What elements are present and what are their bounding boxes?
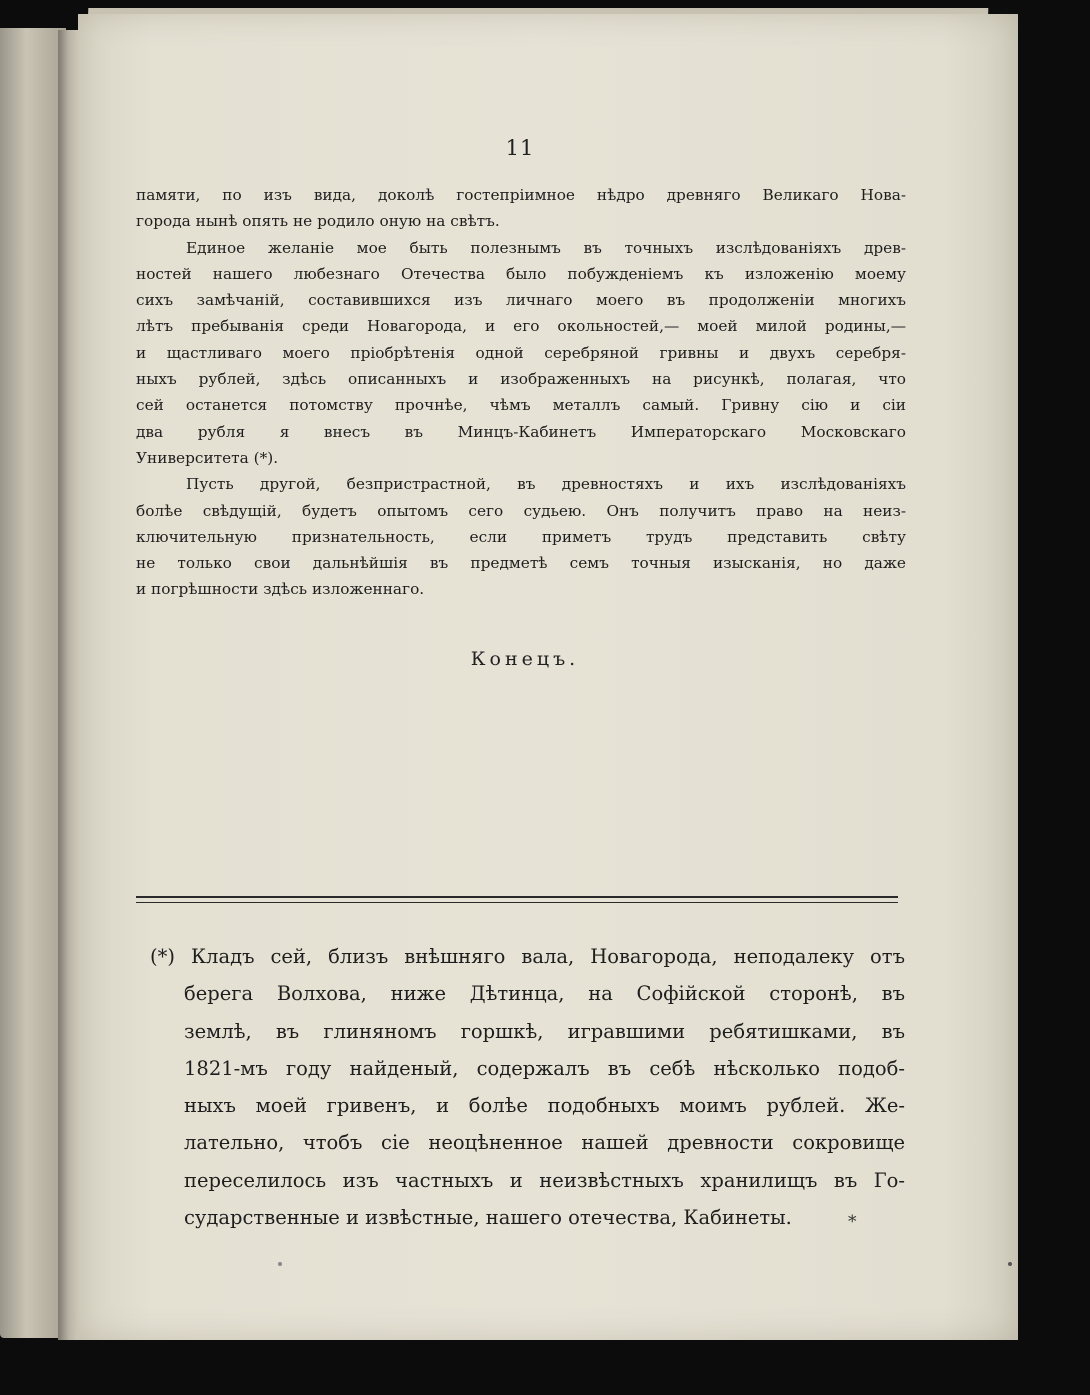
text-line: сихъ замѣчаній, составившихся изъ личнаго моего въ продолженіи многихъ — [136, 291, 906, 310]
footnote-line: переселилось изъ частныхъ и неизвѣстныхъ хранилищъ въ Го- — [184, 1168, 905, 1192]
footnote-line: лательно, чтобъ сіе неоцѣненное нашей древности сокровище — [184, 1131, 905, 1155]
page-number: 11 — [505, 136, 535, 160]
book-gutter — [58, 30, 80, 1340]
footnote-line: 1821-мъ году найденый, содержалъ въ себѣ нѣсколько подоб- — [184, 1056, 905, 1080]
paper-speck — [1008, 1262, 1012, 1266]
footnote-line: берега Волхова, ниже Дѣтинца, на Софійской сторонѣ, въ — [184, 982, 905, 1006]
text-line: сей останется потомству прочнѣе, чѣмъ металлъ самый. Гривну сію и сіи — [136, 396, 906, 415]
text-line: болѣе свѣдущій, будетъ опытомъ сего судьею. Онъ получитъ право на неиз- — [136, 501, 906, 520]
footnote-rule-thin — [136, 902, 898, 903]
text-line: ностей нашего любезнаго Отечества было побужденіемъ къ изложенію моему — [136, 264, 906, 283]
text-line: не только свои дальнѣйшія въ предметѣ семъ точныя изысканія, но даже — [136, 554, 906, 573]
text-line: ныхъ рублей, здѣсь описанныхъ и изображенныхъ на рисункѣ, полагая, что — [136, 370, 906, 389]
text-line: лѣтъ пребыванія среди Новагорода, и его окольностей,— моей милой родины,— — [136, 317, 906, 336]
paper-speck — [278, 1262, 282, 1266]
text-line: два рубля я внесъ въ Минцъ-Кабинетъ Императорскаго Московскаго — [136, 422, 906, 441]
text-line: памяти, по изъ вида, доколѣ гостепріимное нѣдро древняго Великаго Нова- — [136, 186, 906, 204]
footnote-rule — [136, 896, 898, 898]
main-text — [136, 182, 906, 603]
facing-page-edge — [0, 28, 66, 1338]
footnote-line: ныхъ моей гривенъ, и болѣе подобныхъ моимъ рублей. Же- — [184, 1094, 905, 1118]
footnote-line: (*) Кладъ сей, близъ внѣшняго вала, Новагорода, неподалеку отъ — [150, 945, 905, 968]
text-line: и щастливаго моего пріобрѣтенія одной серебряной гривны и двухъ серебря- — [136, 343, 906, 362]
text-line: Университета (*). — [136, 448, 279, 467]
footnote-line: сударственные и извѣстные, нашего отечества, Кабинеты. — [184, 1206, 792, 1230]
footnote — [150, 938, 905, 1236]
text-line: Пусть другой, безпристрастной, въ древностяхъ и ихъ изслѣдованіяхъ — [186, 475, 906, 494]
text-line: и погрѣшности здѣсь изложеннаго. — [136, 580, 425, 599]
text-line: ключительную признательность, если приметъ трудъ представить свѣту — [136, 527, 906, 546]
text-line: города нынѣ опять не родило оную на свѣтъ. — [136, 212, 500, 231]
footnote-line: землѣ, въ глиняномъ горшкѣ, игравшими ребятишками, въ — [184, 1019, 905, 1043]
end-title: Конецъ. — [470, 648, 580, 670]
text-line: Единое желаніе мое быть полезнымъ въ точныхъ изслѣдованіяхъ древ- — [186, 238, 906, 257]
signature-mark: * — [848, 1212, 857, 1232]
